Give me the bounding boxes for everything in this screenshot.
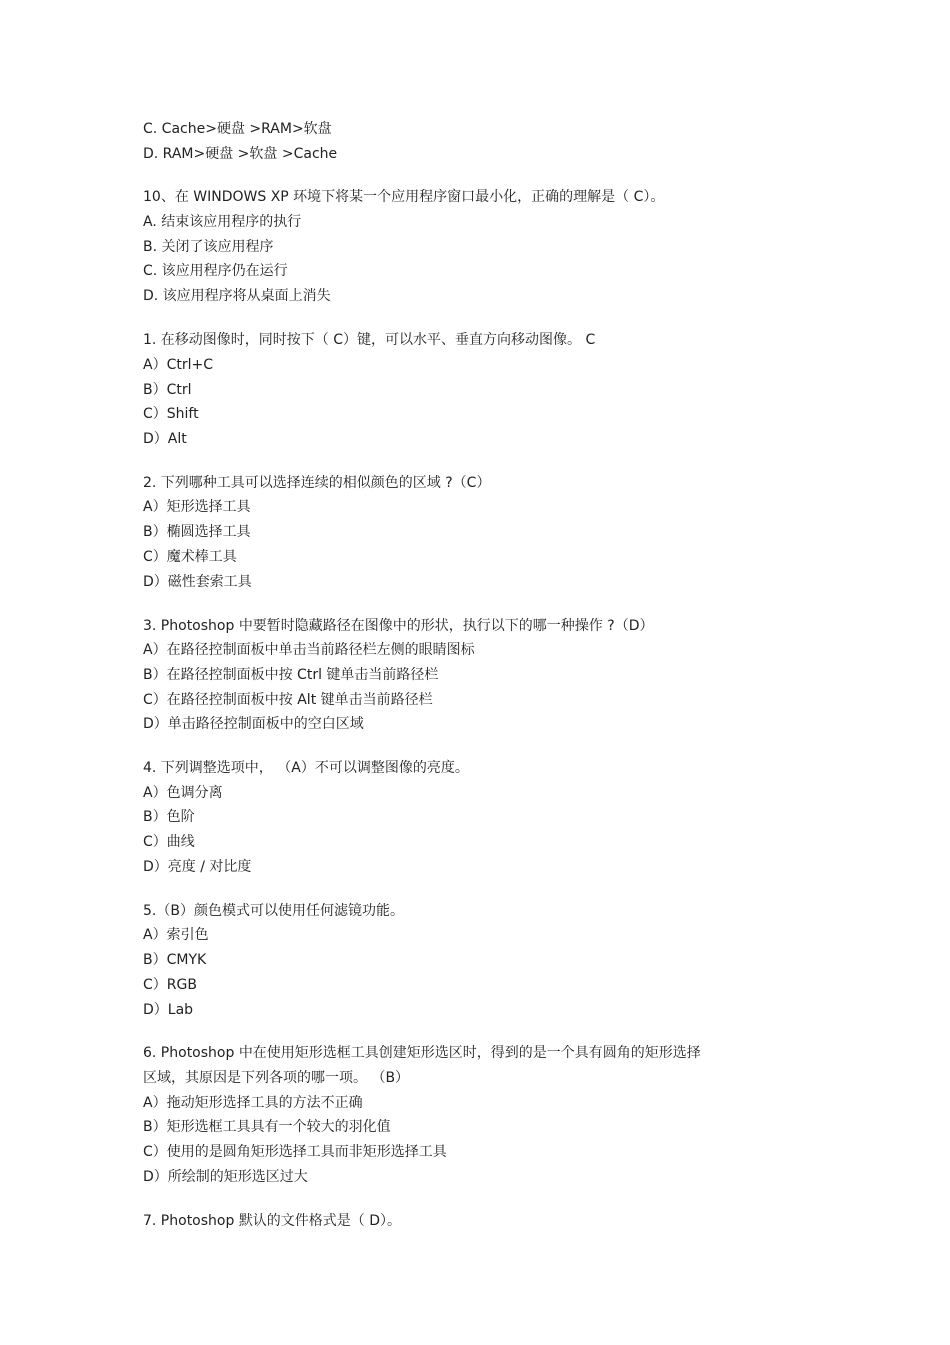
option-line: C）在路径控制面板中按 Alt 键单击当前路径栏 [143,692,433,708]
option-line: A）矩形选择工具 [143,499,251,515]
option-line: C）曲线 [143,834,195,850]
option-line: D）磁性套索工具 [143,574,252,590]
option-line: D）Lab [143,1002,194,1018]
option-line: B. 关闭了该应用程序 [143,239,274,255]
question-line: 7. Photoshop 默认的文件格式是（ D）。 [143,1213,402,1229]
option-line: C）使用的是圆角矩形选择工具而非矩形选择工具 [143,1144,447,1160]
question-line: 10、在 WINDOWS XP 环境下将某一个应用程序窗口最小化，正确的理解是（ C）。 [143,189,665,205]
option-line: A. 结束该应用程序的执行 [143,214,302,230]
option-line: A）拖动矩形选择工具的方法不正确 [143,1095,363,1111]
option-line: B）Ctrl [143,382,192,398]
question-line: 3. Photoshop 中要暂时隐藏路径在图像中的形状，执行以下的哪一种操作 ?（D） [143,618,654,634]
option-line: B）椭圆选择工具 [143,524,251,540]
option-line: B）矩形选框工具具有一个较大的羽化值 [143,1119,391,1135]
option-line: D）Alt [143,431,187,447]
question-line: 6. Photoshop 中在使用矩形选框工具创建矩形选区时，得到的是一个具有圆角的矩形选择 [143,1045,701,1061]
option-line: C）魔术棒工具 [143,549,237,565]
option-line: D）单击路径控制面板中的空白区域 [143,716,364,732]
option-line: A）色调分离 [143,785,223,801]
question-line: 1. 在移动图像时，同时按下（ C）键，可以水平、垂直方向移动图像。 C [143,332,596,348]
option-line: A）索引色 [143,927,209,943]
question-line-continued: 区域，其原因是下列各项的哪一项。 （B） [143,1070,410,1086]
option-line: C）RGB [143,977,197,993]
question-line: 5.（B）颜色模式可以使用任何滤镜功能。 [143,903,404,919]
question-line: 4. 下列调整选项中， （A）不可以调整图像的亮度。 [143,760,469,776]
option-line: C. 该应用程序仍在运行 [143,263,288,279]
question-line: 2. 下列哪种工具可以选择连续的相似颜色的区域 ?（C） [143,475,491,491]
option-line: A）Ctrl+C [143,357,213,373]
option-line: C. Cache>硬盘 >RAM>软盘 [143,121,332,137]
option-line: D. 该应用程序将从桌面上消失 [143,288,331,304]
option-line: B）CMYK [143,952,207,968]
option-line: B）色阶 [143,809,195,825]
option-line: C）Shift [143,406,199,422]
option-line: D）亮度 / 对比度 [143,859,252,875]
option-line: B）在路径控制面板中按 Ctrl 键单击当前路径栏 [143,667,439,683]
option-line: D）所绘制的矩形选区过大 [143,1169,308,1185]
option-line: A）在路径控制面板中单击当前路径栏左侧的眼睛图标 [143,642,475,658]
option-line: D. RAM>硬盘 >软盘 >Cache [143,146,338,162]
